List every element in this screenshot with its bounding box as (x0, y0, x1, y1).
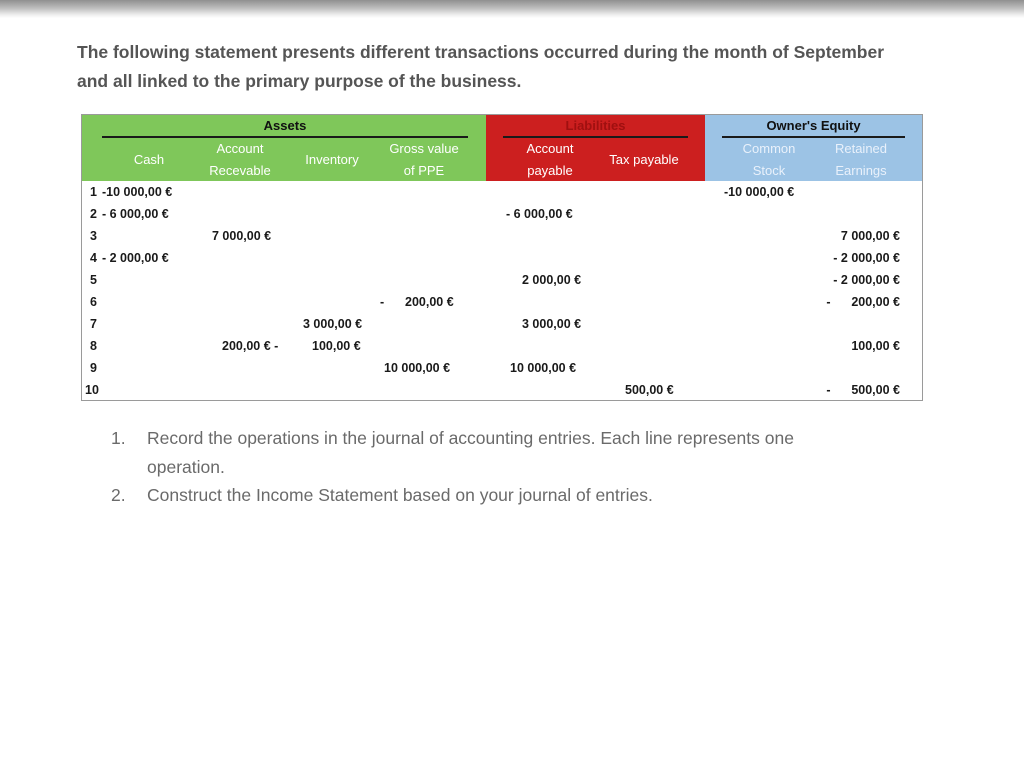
account-receivable-cell: 7 000,00 € (212, 229, 272, 243)
cash-cell: - 2 000,00 € (102, 251, 169, 265)
assets-group-title: Assets (263, 118, 307, 133)
tax-payable-cell: 500,00 € (625, 383, 674, 397)
intro-line-1: The following statement presents different transactions occurred during the month of September (77, 42, 885, 62)
col-stock-line1: Common (742, 141, 796, 156)
question-text-line: Record the operations in the journal of accounting entries. Each line represents one (147, 428, 794, 448)
intro-line-2: and all linked to the primary purpose of the business. (77, 70, 522, 91)
retained-earnings-cell: - 200,00 € (826, 295, 900, 309)
questions-list (111, 424, 911, 510)
col-ap-line1: Account (526, 141, 574, 156)
col-ar-line2: Recevable (209, 163, 271, 178)
row-number: 10 (85, 383, 99, 397)
col-ap-line2: payable (527, 163, 573, 178)
equity-group-title: Owner's Equity (766, 118, 861, 133)
row-number: 4 (90, 251, 97, 265)
question-item (111, 424, 911, 481)
gross-ppe-cell: - 200,00 € (380, 295, 454, 309)
common-stock-cell: -10 000,00 € (724, 185, 795, 199)
col-re-line1: Retained (834, 141, 888, 156)
col-ppe-line2: of PPE (403, 163, 445, 178)
question-number: 2. (111, 485, 126, 505)
col-cash: Cash (133, 152, 165, 167)
col-ar-line1: Account (216, 141, 264, 156)
col-tax-payable: Tax payable (609, 152, 679, 167)
row-number: 9 (90, 361, 97, 375)
question-number: 1. (111, 428, 126, 448)
retained-earnings-cell: 100,00 € (851, 339, 900, 353)
question-text-line: operation. (147, 456, 225, 477)
retained-earnings-cell: - 500,00 € (826, 383, 900, 397)
row-number: 1 (90, 185, 97, 199)
account-payable-cell: 3 000,00 € (522, 317, 582, 331)
col-stock-line2: Stock (752, 163, 786, 178)
row-number: 7 (90, 317, 97, 331)
row-number: 5 (90, 273, 97, 287)
inventory-cell: 3 000,00 € (303, 317, 363, 331)
retained-earnings-cell: 7 000,00 € (840, 229, 900, 243)
row-number: 3 (90, 229, 97, 243)
col-re-line2: Earnings (835, 163, 887, 178)
row-number: 6 (90, 295, 97, 309)
row-number: 8 (90, 339, 97, 353)
account-receivable-cell: 200,00 € - (222, 339, 279, 353)
col-ppe-line1: Gross value (389, 141, 459, 156)
transactions-table (81, 114, 923, 401)
col-inventory: Inventory (305, 152, 359, 167)
intro-paragraph (77, 38, 977, 95)
liabilities-group-title: Liabilities (565, 118, 626, 133)
retained-earnings-cell: - 2 000,00 € (833, 251, 900, 265)
inventory-cell: 100,00 € (312, 339, 361, 353)
question-item (111, 481, 911, 510)
gross-ppe-cell: 10 000,00 € (384, 361, 451, 375)
page-top-shadow (0, 0, 1024, 18)
account-payable-cell: - 6 000,00 € (506, 207, 573, 221)
question-text-line: Construct the Income Statement based on your journal of entries. (147, 485, 653, 505)
cash-cell: - 6 000,00 € (102, 207, 169, 221)
account-payable-cell: 2 000,00 € (522, 273, 582, 287)
row-number: 2 (90, 207, 97, 221)
cash-cell: -10 000,00 € (102, 185, 173, 199)
account-payable-cell: 10 000,00 € (510, 361, 577, 375)
retained-earnings-cell: - 2 000,00 € (833, 273, 900, 287)
